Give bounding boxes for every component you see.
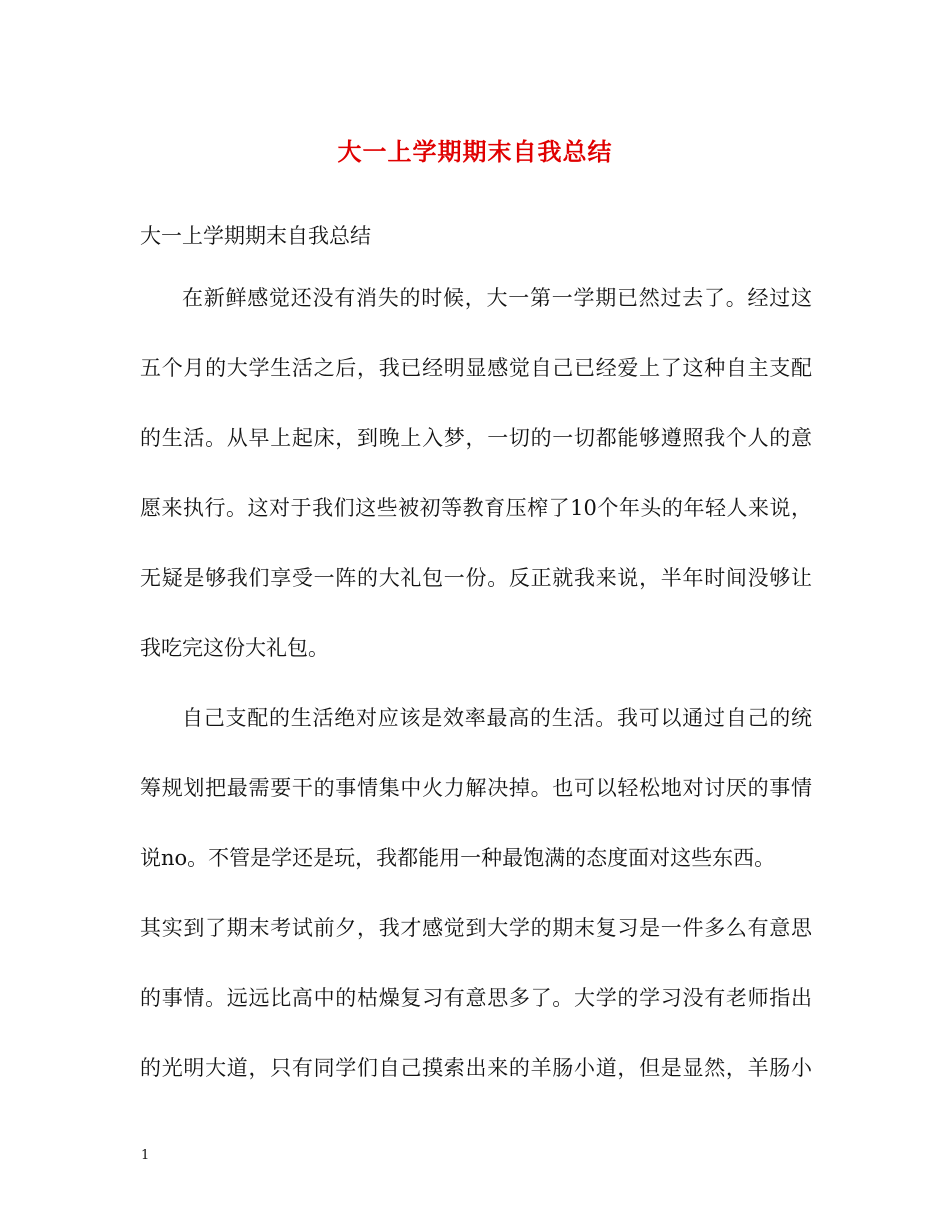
paragraph-line: 我吃完这份大礼包。 xyxy=(140,636,329,660)
page-number: 1 xyxy=(141,1148,150,1163)
paragraph-line: 筹规划把最需要干的事情集中火力解决掉。也可以轻松地对讨厌的事情 xyxy=(140,776,812,800)
paragraph-line: 愿来执行。这对于我们这些被初等教育压榨了10个年头的年轻人来说， xyxy=(140,496,812,520)
paragraph-line: 在新鲜感觉还没有消失的时候，大一第一学期已然过去了。经过这 xyxy=(182,286,812,310)
paragraph-line: 说no。不管是学还是玩，我都能用一种最饱满的态度面对这些东西。 xyxy=(140,846,776,870)
paragraph-line: 自己支配的生活绝对应该是效率最高的生活。我可以通过自己的统 xyxy=(182,706,812,730)
paragraph-line: 无疑是够我们享受一阵的大礼包一份。反正就我来说，半年时间没够让 xyxy=(140,566,812,590)
paragraph-line: 其实到了期末考试前夕，我才感觉到大学的期末复习是一件多么有意思 xyxy=(140,916,812,940)
paragraph-line: 的光明大道，只有同学们自己摸索出来的羊肠小道，但是显然，羊肠小 xyxy=(140,1056,812,1080)
paragraph-line: 五个月的大学生活之后，我已经明显感觉自己已经爱上了这种自主支配 xyxy=(140,356,812,380)
document-subtitle: 大一上学期期末自我总结 xyxy=(140,224,371,248)
paragraph-line: 的生活。从早上起床，到晚上入梦，一切的一切都能够遵照我个人的意 xyxy=(140,426,812,450)
paragraph-line: 的事情。远远比高中的枯燥复习有意思多了。大学的学习没有老师指出 xyxy=(140,986,812,1010)
document-title: 大一上学期期末自我总结 xyxy=(337,137,613,166)
